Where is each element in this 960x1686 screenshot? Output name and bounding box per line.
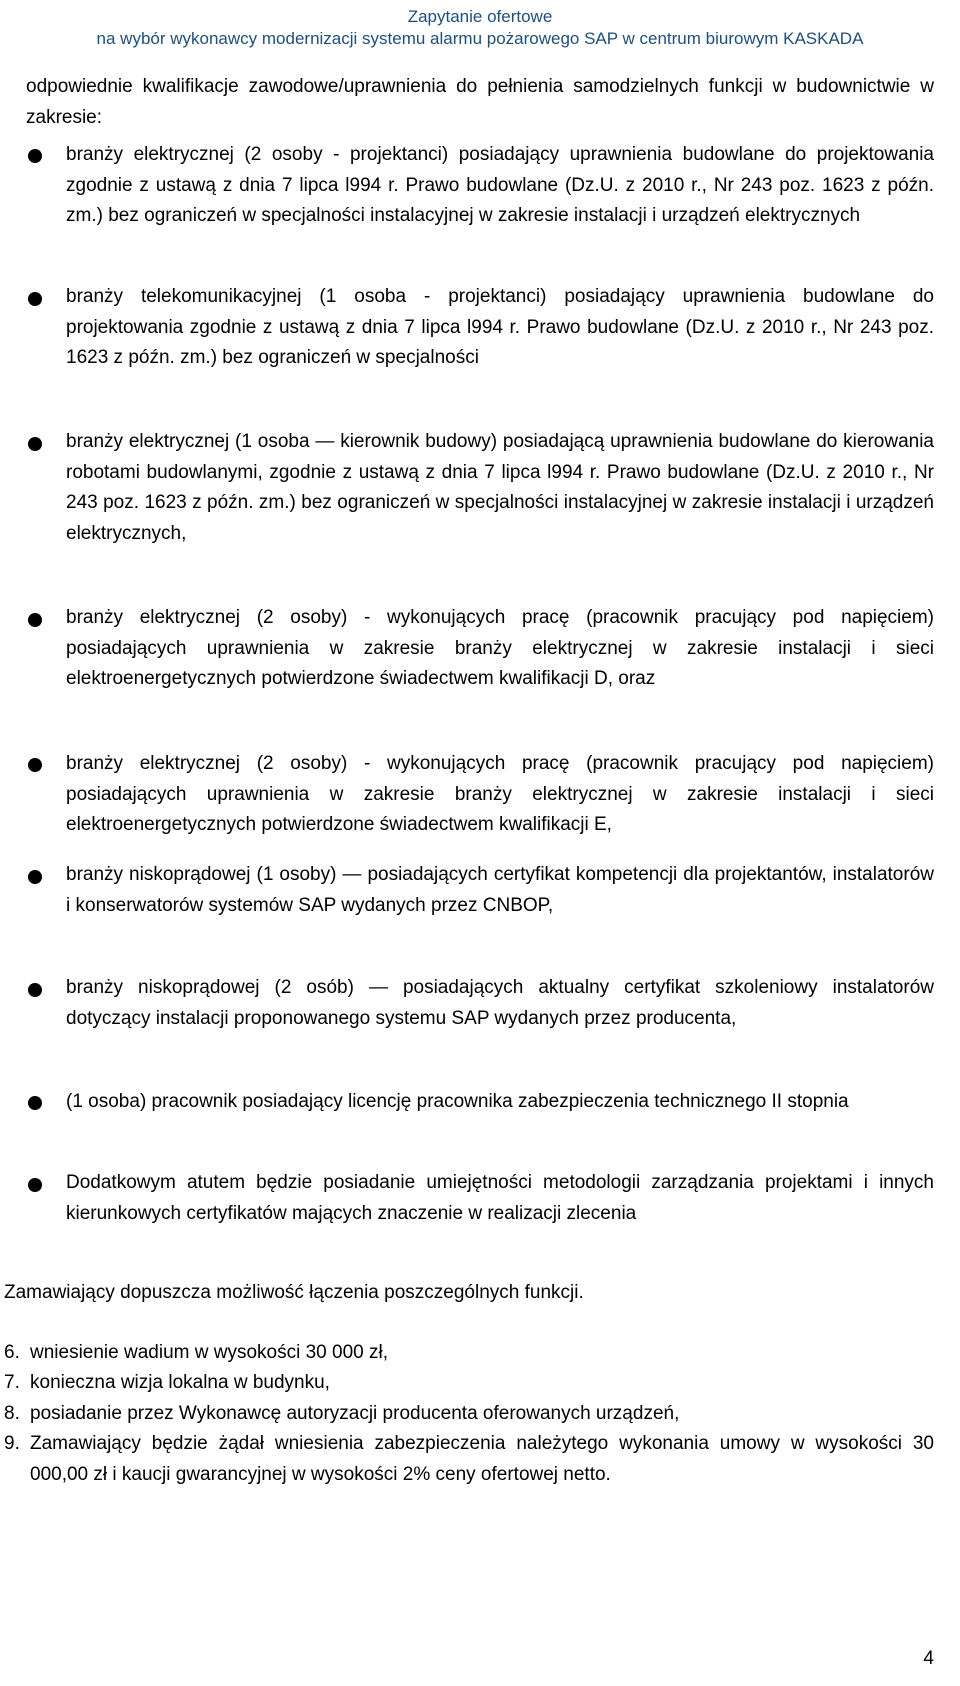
bullet-icon (28, 292, 42, 306)
list-item: Dodatkowym atutem będzie posiadanie umiejętności metodologii zarządzania projektami i innych kierunkowych certyfikatów mających znaczenie w realizacji zlecenia (66, 1172, 934, 1224)
bullet-icon (28, 1096, 42, 1110)
bullet-icon (28, 1178, 42, 1192)
numbered-item: Zamawiający będzie żądał wniesienia zabezpieczenia należytego wykonania umowy w wysokości 30 000,00 zł i kaucji gwarancyjnej w wysokości 2% ceny ofertowej netto. (30, 1433, 934, 1485)
list-item: branży niskoprądowej (2 osób) — posiadających aktualny certyfikat szkoleniowy instalatorów dotyczący instalacji proponowanego systemu SAP wydanych przez producenta, (66, 977, 934, 1029)
header-subtitle: na wybór wykonawcy modernizacji systemu alarmu pożarowego SAP w centrum biurowym KASKADA (96, 29, 864, 48)
list-item: branży niskoprądowej (1 osoby) — posiadających certyfikat kompetencji dla projektantów, instalatorów i konserwatorów systemów SAP wydanych przez CNBOP, (66, 864, 934, 916)
list-item: branży elektrycznej (1 osoba — kierownik budowy) posiadającą uprawnienia budowlane do kierowania robotami budowlanymi, zgodnie z ustawą z dnia 7 lipca l994 r. Prawo budowlane (Dz.U. z 2010 r., Nr 243 poz. 1623 z późn. zm.) bez ograniczeń w specjalności instalacyjnej w zakresie instalacji i urządzeń elektrycznych, (66, 431, 934, 544)
list-item: (1 osoba) pracownik posiadający licencję pracownika zabezpieczenia technicznego II stopnia (66, 1091, 849, 1112)
bullet-icon (28, 613, 42, 627)
list-number: 9. (4, 1433, 20, 1454)
numbered-item: konieczna wizja lokalna w budynku, (30, 1372, 330, 1393)
intro-paragraph: odpowiednie kwalifikacje zawodowe/uprawnienia do pełnienia samodzielnych funkcji w budownictwie w zakresie: (26, 76, 934, 128)
header-title: Zapytanie ofertowe (407, 7, 553, 26)
bullet-icon (28, 149, 42, 163)
numbered-item: wniesienie wadium w wysokości 30 000 zł, (30, 1342, 388, 1363)
bullet-icon (28, 437, 42, 451)
document-header (0, 6, 960, 50)
list-item: branży telekomunikacyjnej (1 osoba - projektanci) posiadający uprawnienia budowlane do projektowania zgodnie z ustawą z dnia 7 lipca l994 r. Prawo budowlane (Dz.U. z 2010 r., Nr 243 poz. 1623 z późn. zm.) bez ograniczeń w specjalności (66, 286, 934, 368)
note-paragraph: Zamawiający dopuszcza możliwość łączenia poszczególnych funkcji. (4, 1282, 584, 1303)
list-item: branży elektrycznej (2 osoby) - wykonujących pracę (pracownik pracujący pod napięciem) posiadających uprawnienia w zakresie branży elektrycznej w zakresie instalacji i sieci elektroenergetycznych potwierdzone świadectwem kwalifikacji E, (66, 753, 934, 835)
page-number: 4 (923, 1648, 934, 1669)
list-item: branży elektrycznej (2 osoby) - wykonujących pracę (pracownik pracujący pod napięciem) posiadających uprawnienia w zakresie branży elektrycznej w zakresie instalacji i sieci elektroenergetycznych potwierdzone świadectwem kwalifikacji D, oraz (66, 607, 934, 689)
list-number: 8. (4, 1403, 20, 1424)
bullet-icon (28, 870, 42, 884)
bullet-icon (28, 758, 42, 772)
bullet-icon (28, 983, 42, 997)
list-number: 7. (4, 1372, 20, 1393)
list-item: branży elektrycznej (2 osoby - projektanci) posiadający uprawnienia budowlane do projektowania zgodnie z ustawą z dnia 7 lipca l994 r. Prawo budowlane (Dz.U. z 2010 r., Nr 243 poz. 1623 z późn. zm.) bez ograniczeń w specjalności instalacyjnej w zakresie instalacji i urządzeń elektrycznych (66, 144, 934, 226)
numbered-item: posiadanie przez Wykonawcę autoryzacji producenta oferowanych urządzeń, (30, 1403, 680, 1424)
list-number: 6. (4, 1342, 20, 1363)
